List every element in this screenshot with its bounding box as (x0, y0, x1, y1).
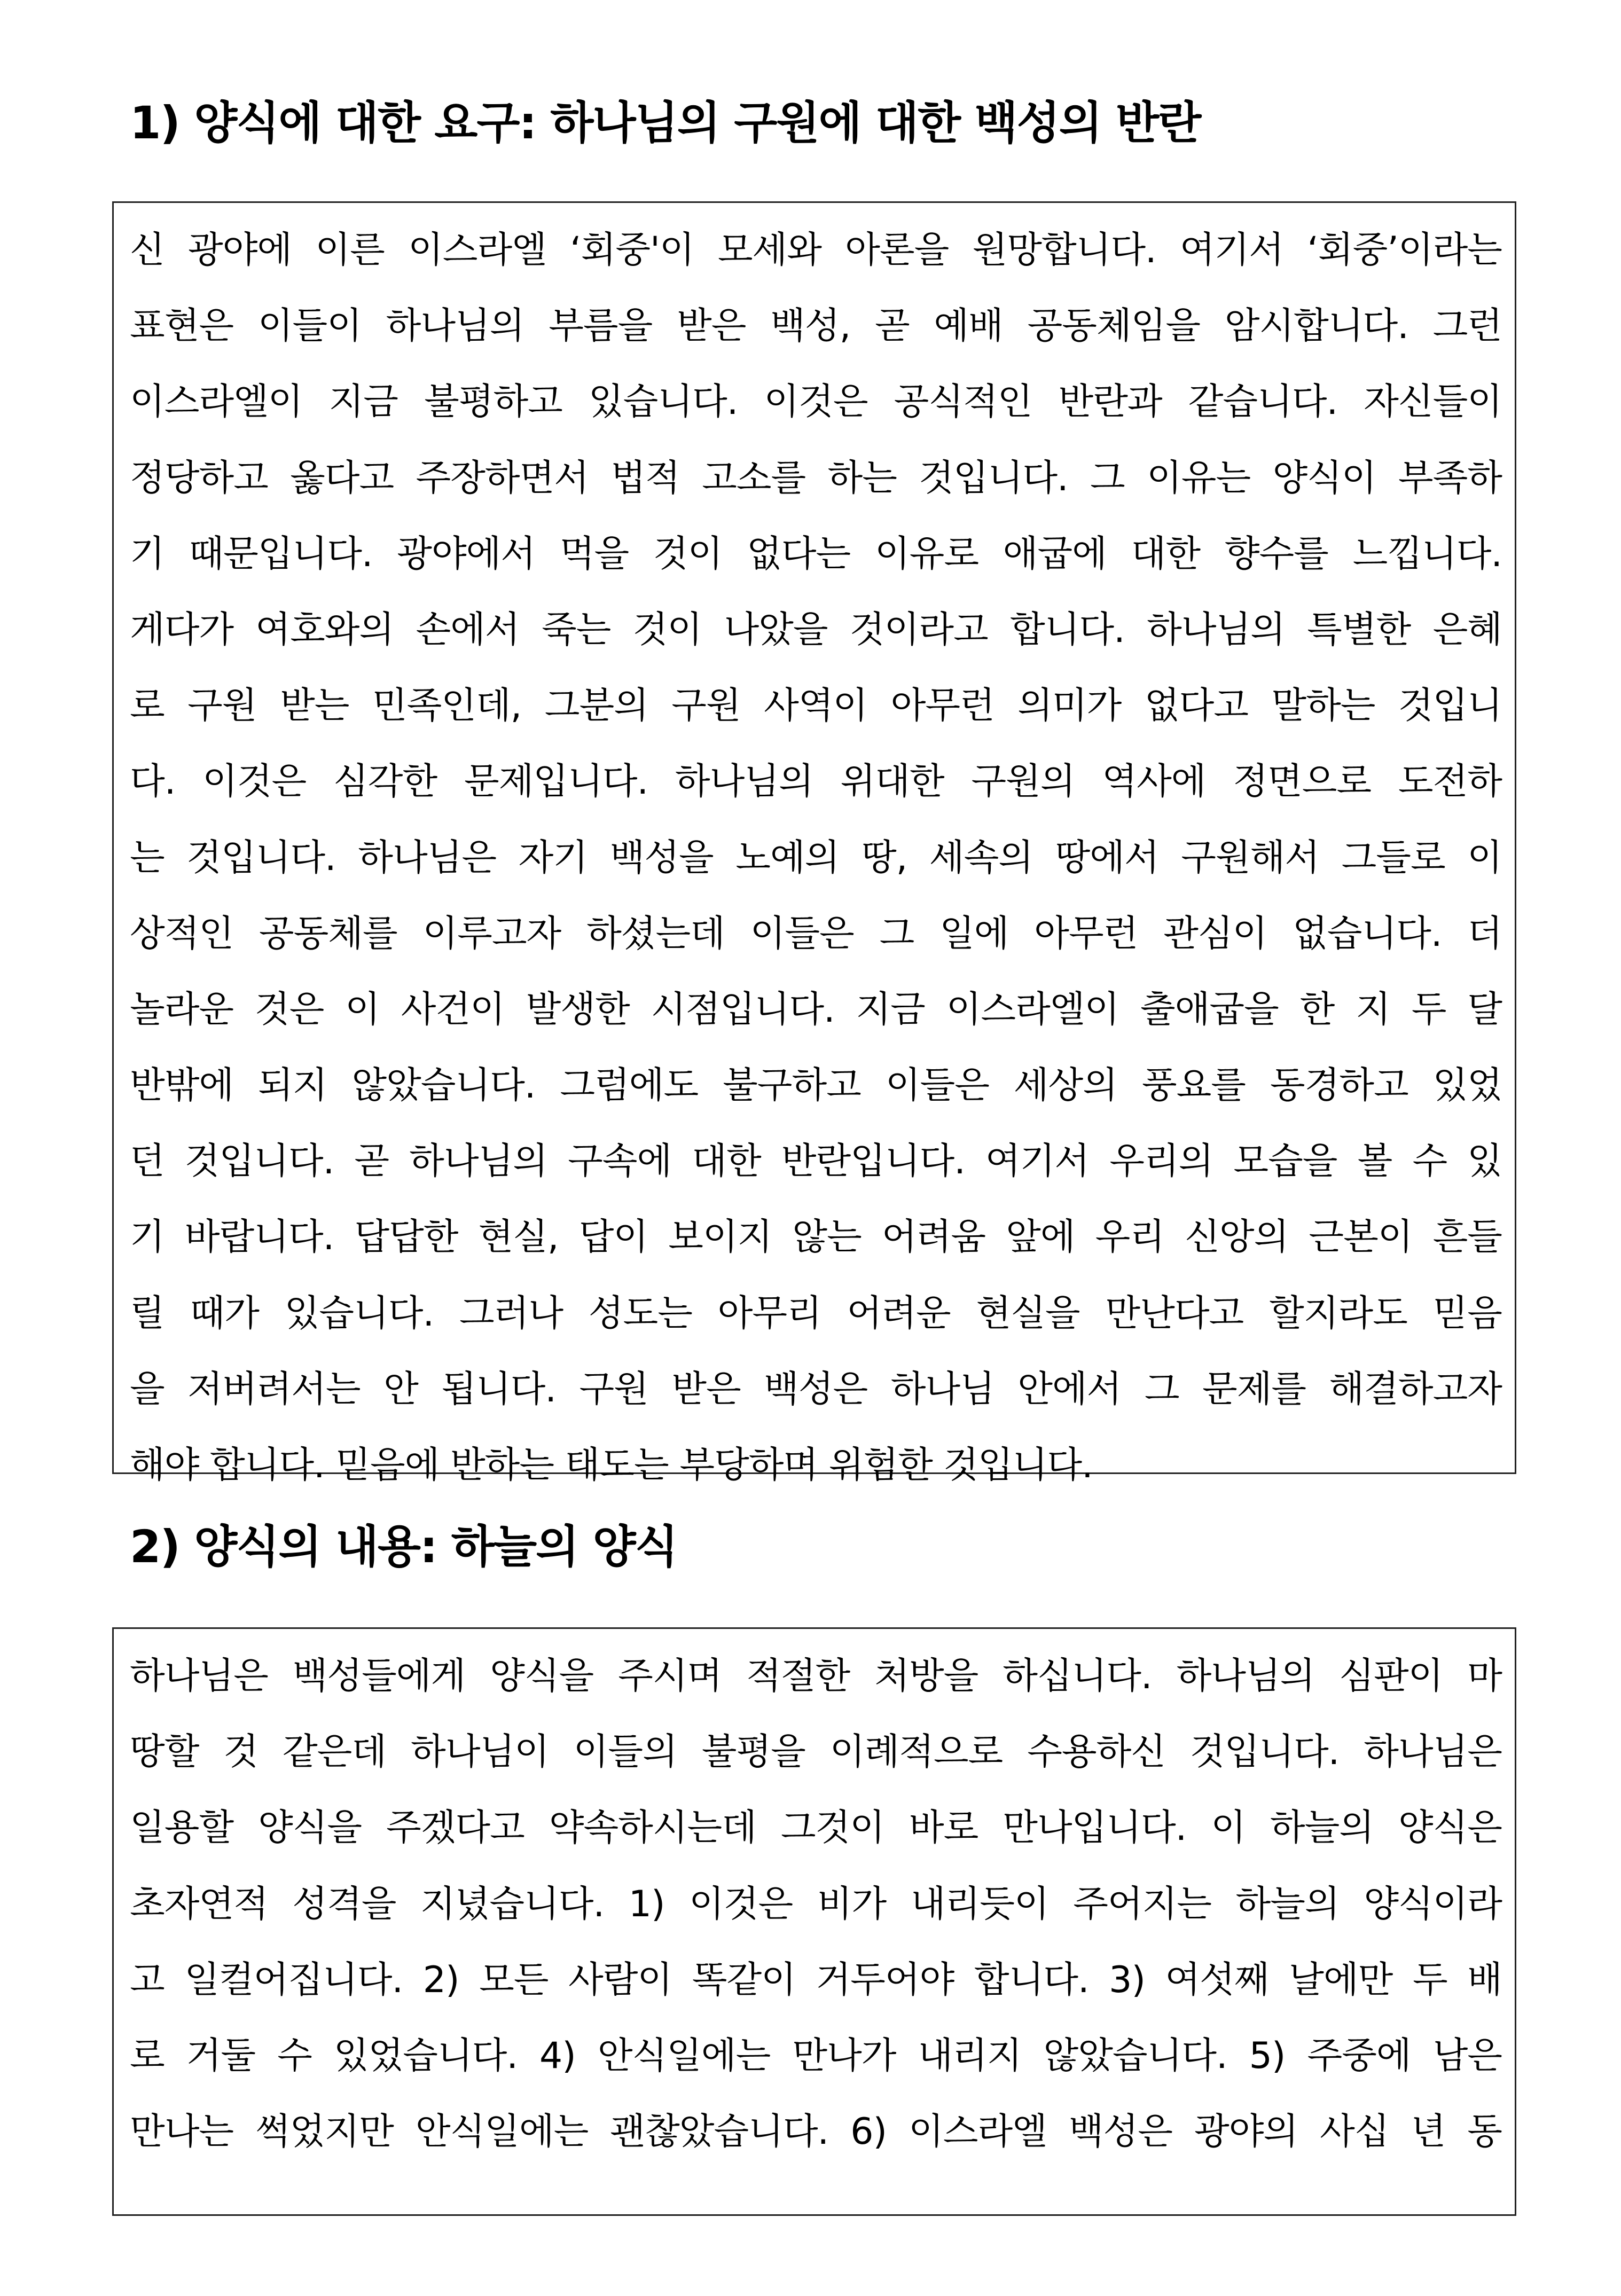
paragraph-line: 땅할 것 같은데 하나님이 이들의 불평을 이례적으로 수용하신 것입니다. 하나님은 (130, 1731, 1502, 1774)
paragraph-line: 일용할 양식을 주겠다고 약속하시는데 그것이 바로 만나입니다. 이 하늘의 양식은 (130, 1807, 1502, 1850)
paragraph-line: 기 때문입니다. 광야에서 먹을 것이 없다는 이유로 애굽에 대한 향수를 느낍니다. (130, 532, 1502, 575)
paragraph-line: 로 구원 받는 민족인데, 그분의 구원 사역이 아무런 의미가 없다고 말하는 것입니 (130, 685, 1502, 727)
paragraph-line: 상적인 공동체를 이루고자 하셨는데 이들은 그 일에 아무런 관심이 없습니다. 더 (130, 912, 1502, 955)
paragraph-line: 만나는 썩었지만 안식일에는 괜찮았습니다. 6) 이스라엘 백성은 광야의 사십 년 동 (130, 2111, 1502, 2153)
paragraph-line: 표현은 이들이 하나님의 부름을 받은 백성, 곧 예배 공동체임을 암시합니다. 그런 (130, 305, 1502, 348)
paragraph-line: 로 거둘 수 있었습니다. 4) 안식일에는 만나가 내리지 않았습니다. 5) 주중에 남은 (130, 2034, 1502, 2077)
paragraph-line: 반밖에 되지 않았습니다. 그럼에도 불구하고 이들은 세상의 풍요를 동경하고 있었 (130, 1064, 1502, 1107)
paragraph-line: 는 것입니다. 하나님은 자기 백성을 노예의 땅, 세속의 땅에서 구원해서 그들로 이 (130, 836, 1502, 879)
paragraph-line: 고 일컬어집니다. 2) 모든 사람이 똑같이 거두어야 합니다. 3) 여섯째 날에만 두 배 (130, 1958, 1502, 2001)
paragraph-line: 정당하고 옳다고 주장하면서 법적 고소를 하는 것입니다. 그 이유는 양식이 부족하 (130, 457, 1502, 499)
section-1-heading: 1) 양식에 대한 요구: 하나님의 구원에 대한 백성의 반란 (130, 97, 1201, 149)
paragraph-line: 게다가 여호와의 손에서 죽는 것이 나았을 것이라고 합니다. 하나님의 특별한 은혜 (130, 608, 1502, 651)
section-1-paragraph (130, 213, 1502, 1503)
section-1-text-box (112, 201, 1516, 1486)
paragraph-line: 다. 이것은 심각한 문제입니다. 하나님의 위대한 구원의 역사에 정면으로 도전하 (130, 761, 1502, 803)
paragraph-line: 해야 합니다. 믿음에 반하는 태도는 부당하며 위험한 것입니다. (130, 1444, 1093, 1486)
paragraph-line: 놀라운 것은 이 사건이 발생한 시점입니다. 지금 이스라엘이 출애굽을 한 지 두 달 (130, 988, 1502, 1031)
section-2-heading: 2) 양식의 내용: 하늘의 양식 (130, 1521, 677, 1573)
paragraph-line: 을 저버려서는 안 됩니다. 구원 받은 백성은 하나님 안에서 그 문제를 해결하고자 (130, 1368, 1502, 1410)
paragraph-line: 릴 때가 있습니다. 그러나 성도는 아무리 어려운 현실을 만난다고 할지라도 믿음 (130, 1292, 1502, 1335)
section-2-text-box (112, 1627, 1516, 2216)
paragraph-line: 초자연적 성격을 지녔습니다. 1) 이것은 비가 내리듯이 주어지는 하늘의 양식이라 (130, 1883, 1502, 1925)
paragraph-line: 기 바랍니다. 답답한 현실, 답이 보이지 않는 어려움 앞에 우리 신앙의 근본이 흔들 (130, 1216, 1502, 1259)
paragraph-line: 하나님은 백성들에게 양식을 주시며 적절한 처방을 하십니다. 하나님의 심판이 마 (130, 1655, 1502, 1697)
paragraph-line: 신 광야에 이른 이스라엘 ‘회중'이 모세와 아론을 원망합니다. 여기서 ‘회중’이라는 (130, 229, 1502, 271)
paragraph-line: 던 것입니다. 곧 하나님의 구속에 대한 반란입니다. 여기서 우리의 모습을 볼 수 있 (130, 1140, 1502, 1183)
section-2-paragraph (130, 1639, 1502, 2170)
paragraph-line: 이스라엘이 지금 불평하고 있습니다. 이것은 공식적인 반란과 같습니다. 자신들이 (130, 381, 1502, 424)
